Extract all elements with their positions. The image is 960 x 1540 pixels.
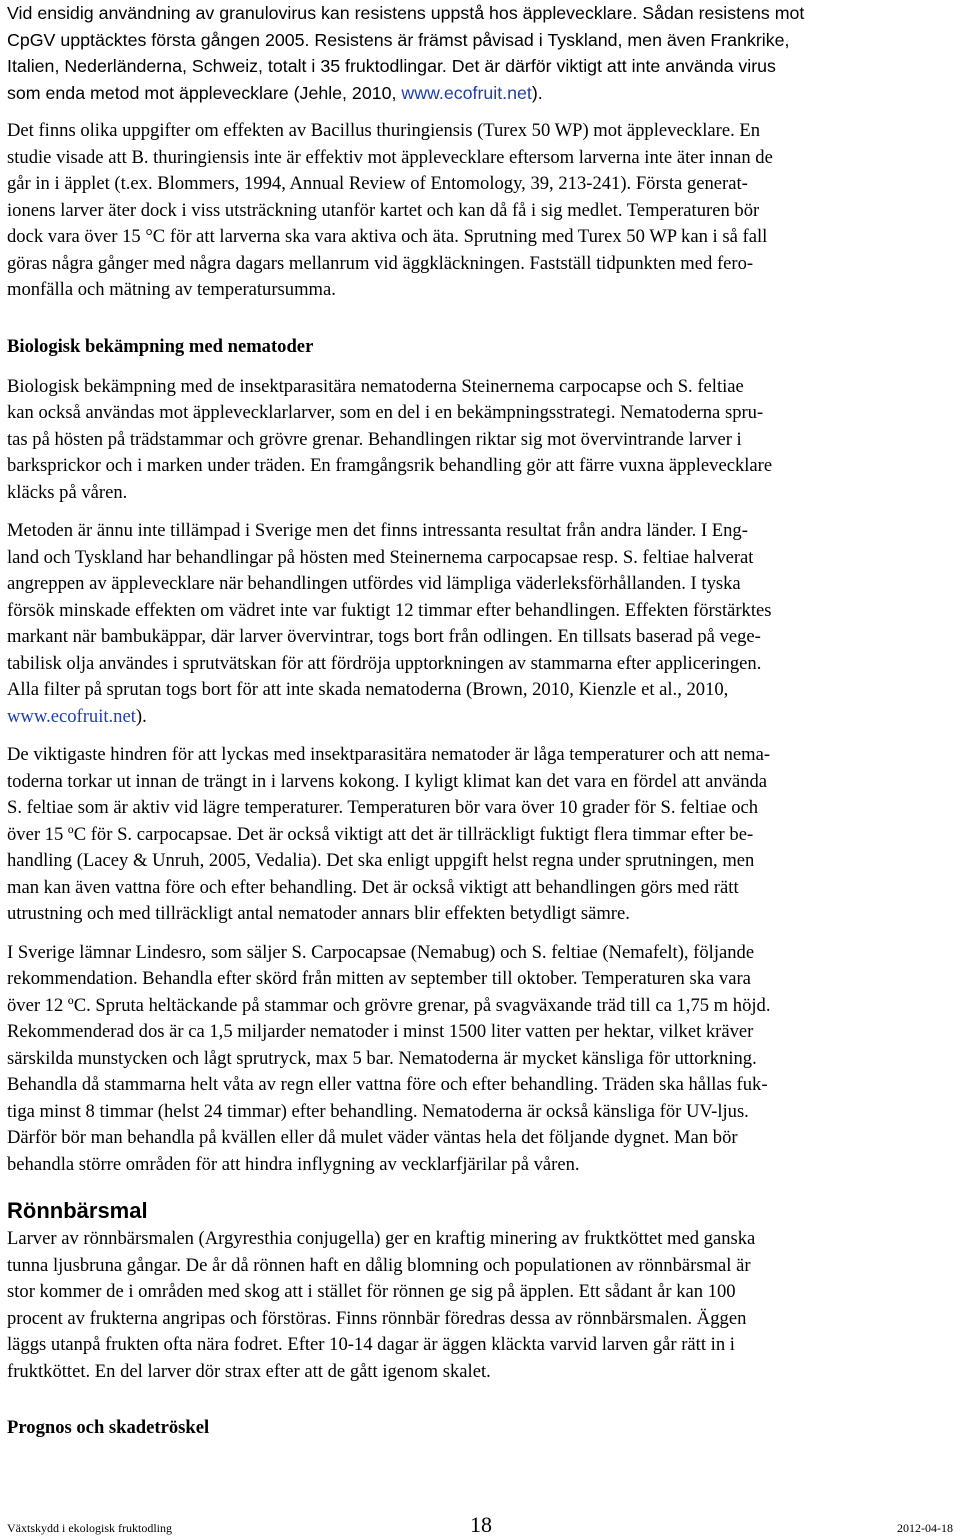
text-line: över 12 ºC. Spruta heltäckande på stammar och grövre grenar, på svagväxande träd till ca 1,75 m höjd. bbox=[7, 994, 771, 1016]
text-line: De viktigaste hindren för att lyckas med insektparasitära nematoder är låga temperaturer och att nema- bbox=[7, 744, 771, 765]
ecofruit-link[interactable]: www.ecofruit.net bbox=[401, 82, 532, 103]
text-line: procent av frukterna angripas och förstöras. Finns rönnbär föredras dessa av rönnbärsmalen. Äggen bbox=[7, 1307, 747, 1329]
text-line: tabilisk olja användes i sprutvätskan för att fördröja upptorkningen av stammarna efter appliceringen. bbox=[7, 652, 762, 674]
paragraph-nematoder-sweden bbox=[7, 940, 953, 1179]
text-line: Behandla då stammarna helt våta av regn eller vattna före och efter behandling. Träden ska hållas fuk- bbox=[7, 1074, 768, 1095]
text-line: ionens larver äter dock i viss utsträckning utanför kartet och kan då få i sig medlet. Temperaturen bör bbox=[7, 199, 760, 221]
paragraph-granulovirus bbox=[7, 0, 953, 106]
text-line: studie visade att B. thuringiensis inte är effektiv mot äpplevecklare eftersom larverna inte äter innan de bbox=[7, 146, 773, 168]
heading-nematoder: Biologisk bekämpning med nematoder bbox=[7, 335, 314, 357]
text-line bbox=[7, 80, 953, 107]
spacer bbox=[7, 360, 953, 374]
text-line: Det finns olika uppgifter om effekten av Bacillus thuringiensis (Turex 50 WP) mot äpplevecklare. En bbox=[7, 120, 761, 141]
text-line: barksprickor och i marken under träden. En framgångsrik behandling gör att färre vuxna äpplevecklare bbox=[7, 455, 773, 476]
text-line: göras några gånger med några dagars mellanrum vid äggkläckningen. Fastställ tidpunkten med fero- bbox=[7, 252, 754, 274]
text-line: kan också användas mot äpplevecklarlarver, som en del i en bekämpningsstrategi. Nematoderna spru- bbox=[7, 402, 764, 423]
heading-ronnbarsmal: Rönnbärsmal bbox=[7, 1198, 148, 1223]
text-line: behandla större områden för att hindra inflygning av vecklarfjärilar på våren. bbox=[7, 1153, 580, 1175]
paragraph-bacillus bbox=[7, 118, 953, 304]
text-fragment: som enda metod mot äpplevecklare (Jehle, 2010, bbox=[7, 82, 402, 103]
text-line: toderna torkar ut innan de trängt in i larvens kokong. I kyligt klimat kan det vara en fördel att använda bbox=[7, 770, 768, 792]
text-line: Vid ensidig användning av granulovirus kan resistens uppstå hos äpplevecklare. Sådan resistens mot bbox=[7, 3, 805, 23]
spacer bbox=[7, 106, 953, 118]
text-line: kläcks på våren. bbox=[7, 481, 128, 503]
text-line: I Sverige lämnar Lindesro, som säljer S. Carpocapsae (Nemabug) och S. feltiae (Nemafelt), följande bbox=[7, 941, 755, 963]
spacer bbox=[7, 730, 953, 742]
footer-date: 2012-04-18 bbox=[897, 1521, 953, 1535]
text-line: Rekommenderad dos är ca 1,5 miljarder nematoder i minst 1500 liter vatten per hektar, vilket kräver bbox=[7, 1021, 754, 1042]
text-line: tunna ljusbruna gångar. De år då rönnen haft en dålig blomning och populationen av rönnbärsmal är bbox=[7, 1254, 751, 1276]
footer-title: Växtskydd i ekologisk fruktodling bbox=[7, 1521, 172, 1535]
heading-prognos: Prognos och skadetröskel bbox=[7, 1417, 210, 1438]
text-line: markant när bambukäppar, där larver övervintrar, togs bort från odlingen. En tillsats baserad på vege- bbox=[7, 626, 761, 647]
text-line: tas på hösten på trädstammar och grövre grenar. Behandlingen riktar sig mot övervintrande larver i bbox=[7, 428, 742, 450]
text-line: angreppen av äpplevecklare när behandlingen utfördes vid lämpliga väderleksförhållanden. I tyska bbox=[7, 573, 741, 594]
page-number: 18 bbox=[470, 1512, 492, 1537]
text-line: land och Tyskland har behandlingar på hösten med Steinernema carpocapsae resp. S. feltiae halverat bbox=[7, 546, 754, 568]
text-fragment: ). bbox=[135, 705, 147, 727]
text-line: Metoden är ännu inte tillämpad i Sverige men det finns intressanta resultat från andra länder. I Eng- bbox=[7, 520, 748, 541]
text-line bbox=[7, 704, 953, 731]
text-line: tiga minst 8 timmar (helst 24 timmar) efter behandling. Nematoderna är också känsliga för UV-ljus. bbox=[7, 1100, 749, 1122]
text-line: Alla filter på sprutan togs bort för att inte skada nematoderna (Brown, 2010, Kienzle et al., 2010, bbox=[7, 679, 729, 700]
text-line: Därför bör man behandla på kvällen eller då mulet väder väntas hela det följande dygnet. Man bör bbox=[7, 1127, 738, 1148]
text-line: stor kommer de i områden med skog att i stället för rönnen ge sig på äpplen. Ett sådant år kan 100 bbox=[7, 1281, 736, 1302]
paragraph-nematoder-obstacles bbox=[7, 742, 953, 928]
text-line: läggs utanpå frukten ofta nära fodret. Efter 10-14 dagar är äggen kläckta varvid larven går rätt in i bbox=[7, 1334, 735, 1355]
text-fragment: ). bbox=[531, 82, 543, 103]
text-line: utrustning och med tillräckligt antal nematoder annars blir effekten betydligt sämre. bbox=[7, 903, 630, 924]
text-line: Larver av rönnbärsmalen (Argyresthia conjugella) ger en kraftig minering av fruktköttet med ganska bbox=[7, 1228, 756, 1249]
text-line: S. feltiae som är aktiv vid lägre temperaturer. Temperaturen bör vara över 10 grader för S. feltiae och bbox=[7, 797, 759, 818]
paragraph-nematoder-results bbox=[7, 518, 953, 730]
text-line: handling (Lacey & Unruh, 2005, Vedalia). Det ska enligt uppgift helst regna under sprutningen, men bbox=[7, 850, 755, 871]
text-line: man kan även vattna före och efter behandling. Det är också viktigt att behandlingen görs med rätt bbox=[7, 876, 739, 898]
text-line: CpGV upptäcktes första gången 2005. Resistens är främst påvisad i Tyskland, men även Frankrike, bbox=[7, 29, 790, 50]
text-line: går in i äpplet (t.ex. Blommers, 1994, Annual Review of Entomology, 39, 213-241). Första generat- bbox=[7, 173, 748, 194]
spacer bbox=[7, 1385, 953, 1415]
text-line: rekommendation. Behandla efter skörd från mitten av september till oktober. Temperaturen ska vara bbox=[7, 968, 751, 989]
paragraph-ronnbarsmal bbox=[7, 1226, 953, 1385]
text-line: dock vara över 15 °C för att larverna ska vara aktiva och äta. Sprutning med Turex 50 WP kan i så fall bbox=[7, 226, 768, 247]
text-line: monfälla och mätning av temperatursumma. bbox=[7, 279, 336, 300]
text-line: särskilda munstycken och lågt sprutryck, max 5 bar. Nematoderna är mycket känsliga för uttorkning. bbox=[7, 1047, 757, 1069]
spacer bbox=[7, 928, 953, 940]
spacer bbox=[7, 506, 953, 518]
text-line: fruktköttet. En del larver dör strax efter att de gått igenom skalet. bbox=[7, 1360, 491, 1382]
ecofruit-link[interactable]: www.ecofruit.net bbox=[7, 705, 136, 727]
text-line: Biologisk bekämpning med de insektparasitära nematoderna Steinernema carpocapse och S. feltiae bbox=[7, 375, 744, 397]
text-line: Italien, Nederländerna, Schweiz, totalt i 35 fruktodlingar. Det är därför viktigt att inte använda virus bbox=[7, 56, 776, 76]
page-footer bbox=[7, 1512, 953, 1538]
document-page bbox=[7, 0, 953, 1441]
paragraph-nematoder-intro bbox=[7, 374, 953, 507]
spacer bbox=[7, 1178, 953, 1196]
spacer bbox=[7, 304, 953, 334]
text-line: över 15 ºC för S. carpocapsae. Det är också viktigt att det är tillräckligt fuktigt flera timmar efter be- bbox=[7, 823, 754, 845]
text-line: försök minskade effekten om vädret inte var fuktigt 12 timmar efter behandlingen. Effekten förstärktes bbox=[7, 599, 772, 621]
